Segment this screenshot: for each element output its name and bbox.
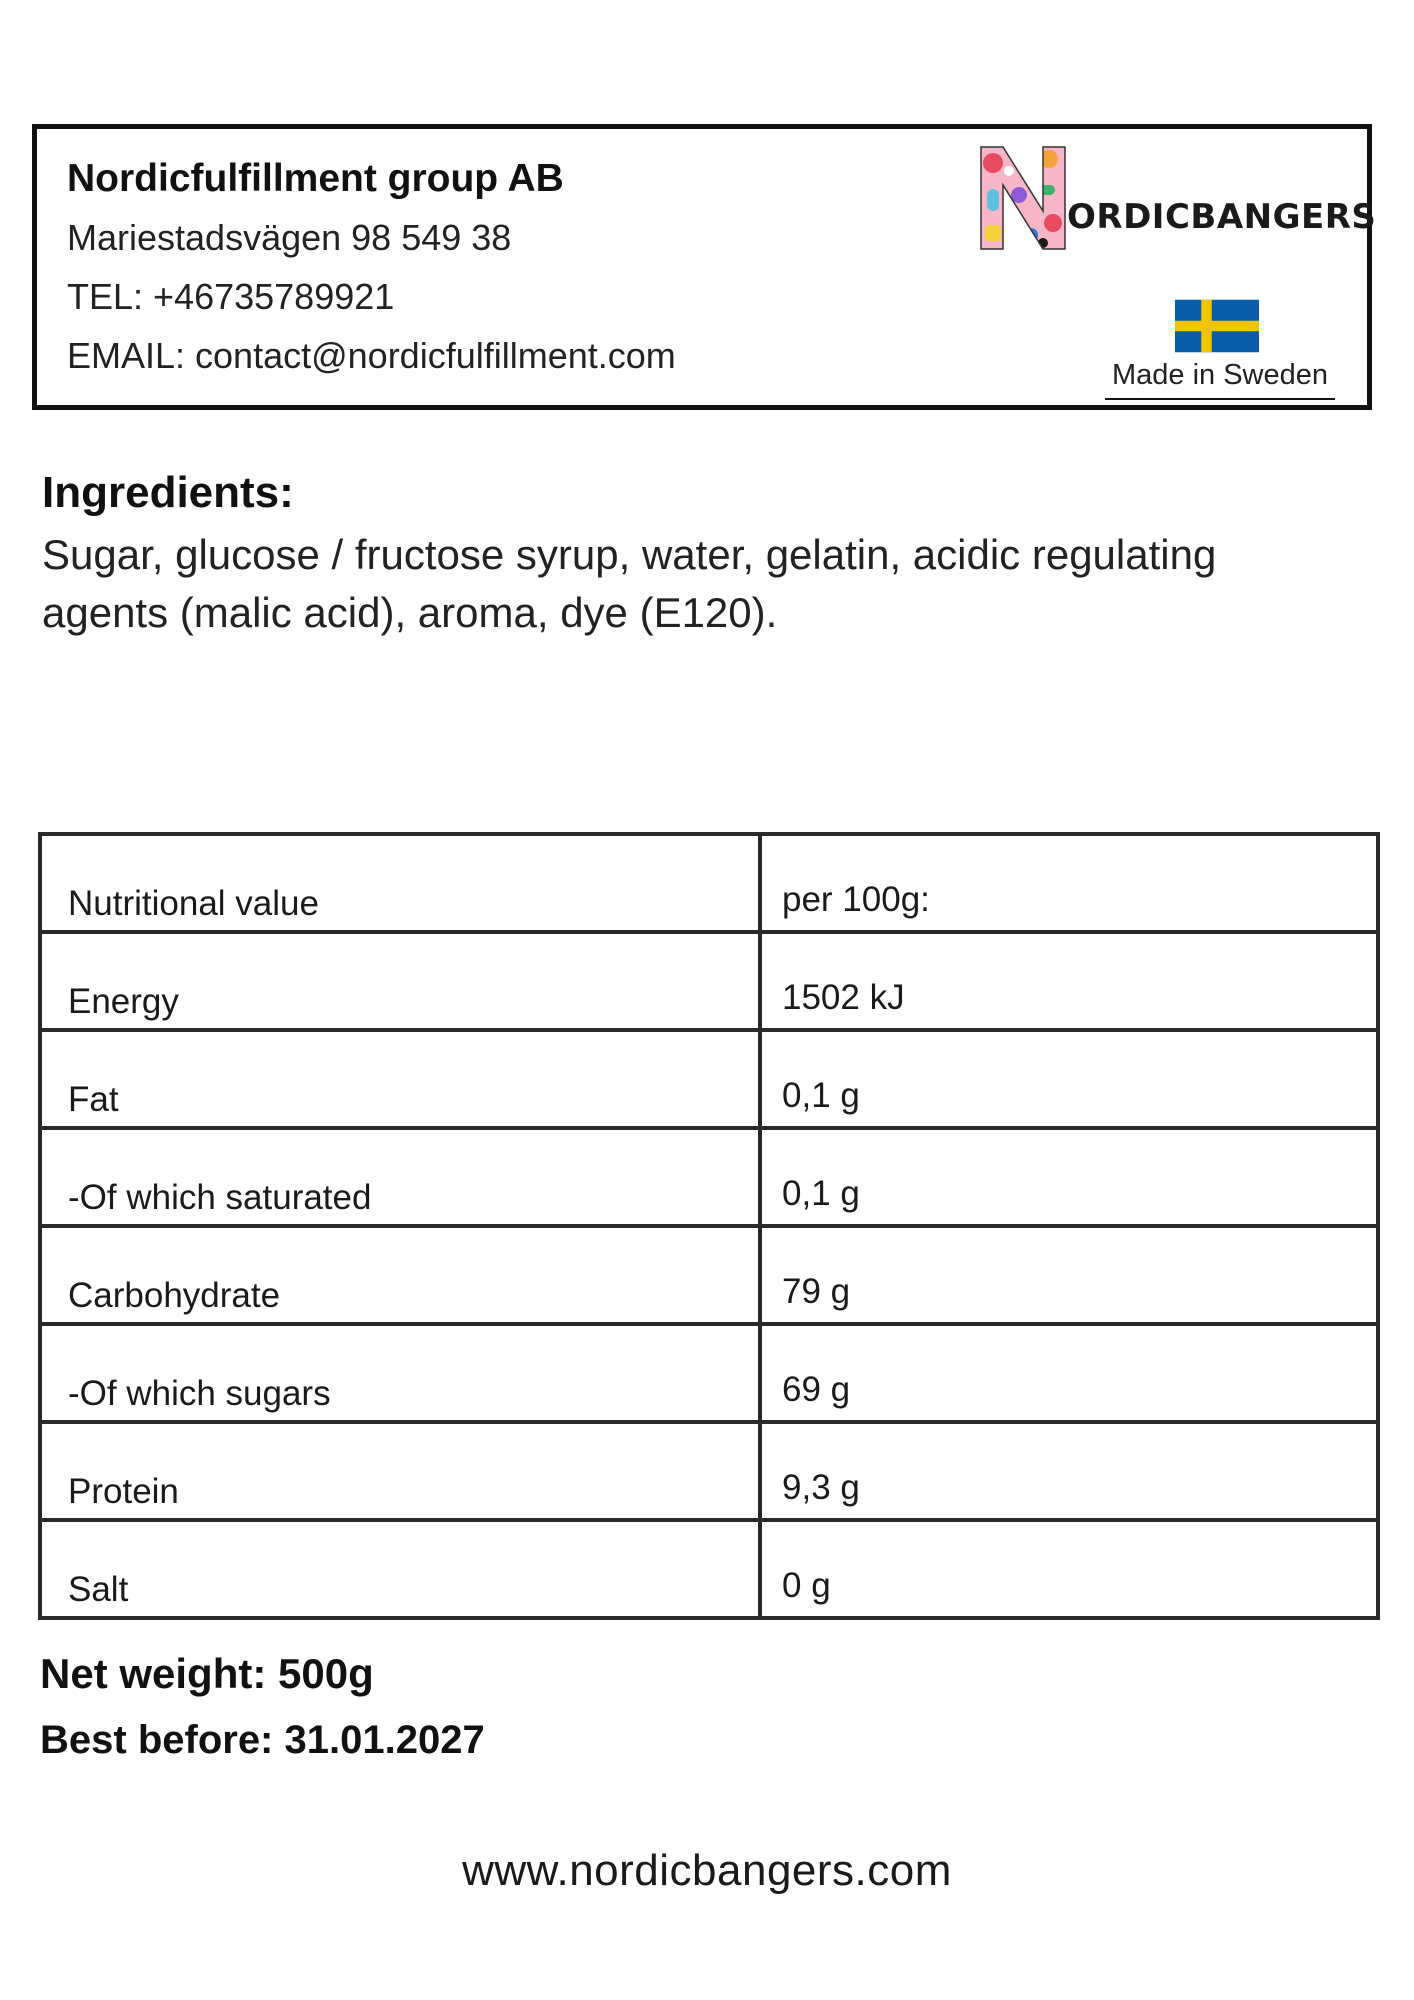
nutrient-value: 0 g [760, 1520, 1378, 1618]
table-row [40, 932, 1378, 1030]
table-row [40, 1422, 1378, 1520]
nutrition-header-value: per 100g: [760, 834, 1378, 932]
table-row [40, 1030, 1378, 1128]
company-info-box [32, 124, 1377, 410]
company-phone: TEL: +46735789921 [67, 276, 395, 317]
made-in-sweden-label: Made in Sweden [1105, 359, 1335, 400]
nutrient-value: 79 g [760, 1226, 1378, 1324]
best-before-date: Best before: 31.01.2027 [40, 1718, 485, 1762]
logo-candy-letter-n [979, 145, 1069, 251]
ingredients-text: Sugar, glucose / fructose syrup, water, gelatin, acidic regulating agents (malic acid), aroma, dye (E120). [42, 531, 1217, 636]
nutrient-value: 69 g [760, 1324, 1378, 1422]
company-address: Mariestadsvägen 98 549 38 [67, 217, 512, 258]
table-row [40, 1324, 1378, 1422]
nutrient-label: -Of which saturated [40, 1128, 760, 1226]
nutrient-label: Fat [40, 1030, 760, 1128]
company-email: EMAIL: contact@nordicfulfillment.com [67, 335, 676, 376]
net-weight: Net weight: 500g [40, 1650, 374, 1697]
website-url: www.nordicbangers.com [462, 1846, 952, 1895]
ingredients-heading: Ingredients: [42, 468, 294, 517]
nutrient-value: 0,1 g [760, 1030, 1378, 1128]
nutrient-label: -Of which sugars [40, 1324, 760, 1422]
table-row [40, 834, 1378, 932]
nutrient-label: Protein [40, 1422, 760, 1520]
logo-wordmark: ORDICBANGERS [1067, 197, 1377, 237]
table-row [40, 1520, 1378, 1618]
nutrient-label: Energy [40, 932, 760, 1030]
nutrient-value: 9,3 g [760, 1422, 1378, 1520]
table-row [40, 1128, 1378, 1226]
nutrient-label: Carbohydrate [40, 1226, 760, 1324]
nutrient-value: 1502 kJ [760, 932, 1378, 1030]
nutrition-table [38, 832, 1380, 1620]
table-row [40, 1226, 1378, 1324]
nutrition-header-label: Nutritional value [40, 834, 760, 932]
nutrient-value: 0,1 g [760, 1128, 1378, 1226]
nordicbangers-logo [979, 145, 1377, 255]
swedish-flag-icon [1175, 299, 1259, 353]
company-name: Nordicfulfillment group AB [67, 157, 564, 200]
nutrient-label: Salt [40, 1520, 760, 1618]
